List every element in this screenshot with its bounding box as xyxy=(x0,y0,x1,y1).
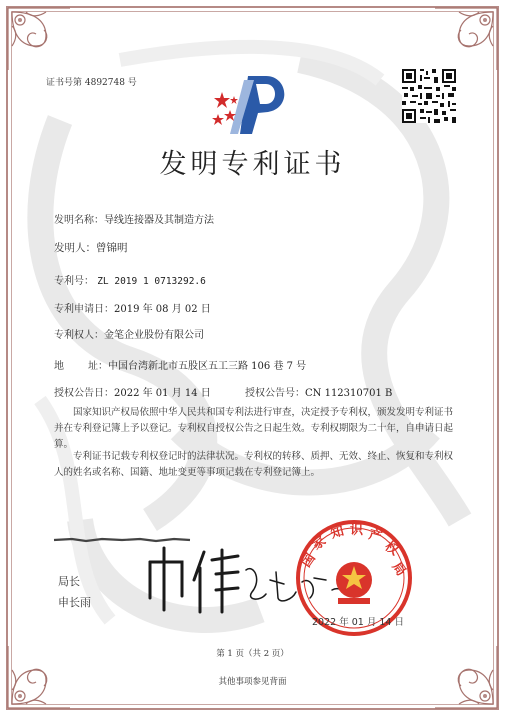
inventor-label: 发明人： xyxy=(54,242,96,254)
corner-ornament-top-right xyxy=(433,6,499,72)
authorization-number-field xyxy=(245,384,392,399)
patent-number-field xyxy=(54,272,206,287)
svg-text:产: 产 xyxy=(366,527,384,546)
director-name: 申长雨 xyxy=(58,596,91,609)
corner-ornament-top-left xyxy=(6,6,72,72)
patent-holder-value: 金笔企业股份有限公司 xyxy=(104,330,204,341)
seal-date: 2022 年 01 月 14 日 xyxy=(312,617,404,628)
body-paragraph-1: 国家知识产权局依照中华人民共和国专利法进行审查，决定授予专利权，颁发发明专利证书并在专利登记簿上予以登记。专利权自授权公告之日起生效。专利权期限为二十年，自申请日起算。 xyxy=(54,407,454,450)
svg-text:国: 国 xyxy=(298,551,319,571)
patent-office-logo-icon xyxy=(208,70,298,140)
invention-name-field xyxy=(54,211,214,226)
document-title: 发明专利证书 xyxy=(159,149,346,180)
address-label-part2: 址： xyxy=(88,361,108,372)
qr-code-icon xyxy=(402,69,456,123)
footer-note: 其他事项参见背面 xyxy=(218,677,287,687)
address-label-part1: 地 xyxy=(54,361,64,372)
application-date-label: 专利申请日： xyxy=(54,304,114,315)
svg-text:局: 局 xyxy=(388,559,409,579)
patent-number-value: ZL 2019 1 0713292.6 xyxy=(97,276,206,287)
patent-holder-label: 专利权人： xyxy=(54,330,104,341)
authorization-date-field xyxy=(54,384,211,399)
certificate-number: 证书号第 4892748 号 xyxy=(46,78,137,88)
page-indicator: 第 1 页（共 2 页） xyxy=(216,649,289,659)
director-title: 局长 xyxy=(58,575,80,588)
address-field xyxy=(54,357,306,372)
patent-holder-field xyxy=(54,326,204,341)
inventor-value: 曾锦明 xyxy=(96,242,128,254)
authorization-number-label: 授权公告号： xyxy=(245,388,305,399)
authorization-number-value: CN 112310701 B xyxy=(305,388,393,399)
address-value: 中国台湾新北市五股区五工三路 106 巷 7 号 xyxy=(108,361,307,372)
svg-text:知: 知 xyxy=(329,524,346,542)
invention-name-value: 导线连接器及其制造方法 xyxy=(104,215,214,226)
body-paragraph-2: 专利证书记载专利权登记时的法律状况。专利权的转移、质押、无效、终止、恢复和专利权人的姓名或名称、国籍、地址变更等事项记载在专利登记簿上。 xyxy=(54,451,454,478)
svg-text:识: 识 xyxy=(350,523,364,538)
patent-number-label: 专利号： xyxy=(54,276,94,287)
svg-text:家: 家 xyxy=(309,533,329,554)
authorization-date-value: 2022 年 01 月 14 日 xyxy=(114,388,211,399)
authorization-date-label: 授权公告日： xyxy=(54,388,114,399)
application-date-field xyxy=(54,300,211,315)
inventor-field xyxy=(54,240,128,255)
svg-text:权: 权 xyxy=(381,538,401,559)
application-date-value: 2019 年 08 月 02 日 xyxy=(114,304,211,315)
invention-name-label: 发明名称： xyxy=(54,215,104,226)
